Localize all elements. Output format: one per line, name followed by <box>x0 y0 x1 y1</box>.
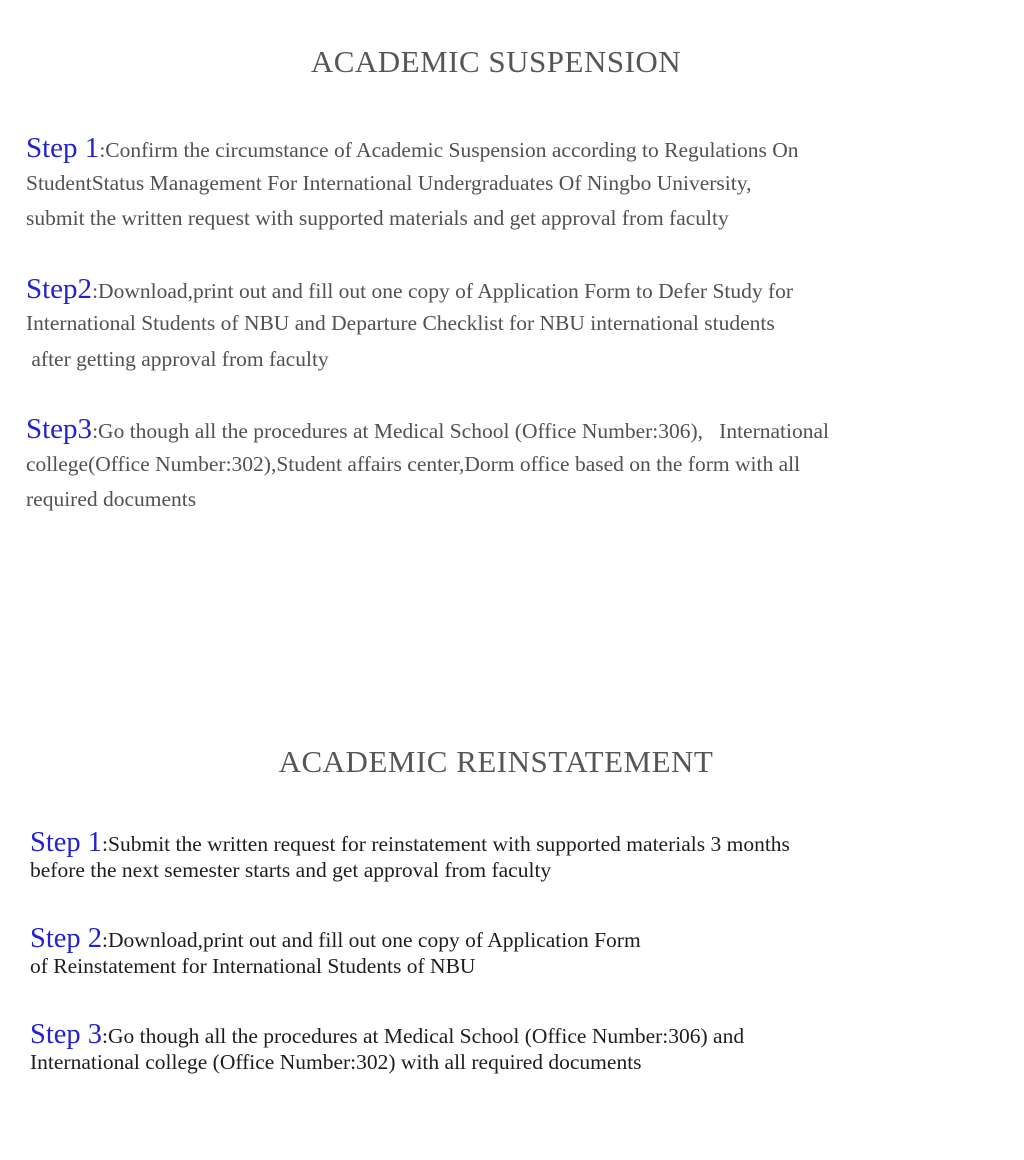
step-line: college(Office Number:302),Student affairs center,Dorm office based on the form with all <box>26 451 801 476</box>
step-line <box>30 826 1016 858</box>
step-text: :Go though all the procedures at Medical School (Office Number:306), International <box>92 419 830 443</box>
reinstatement-step-1 <box>30 826 1016 883</box>
step-1-label: Step 1 <box>30 826 103 858</box>
step-1-label: Step 1 <box>26 132 100 164</box>
suspension-step-3 <box>26 413 1016 516</box>
suspension-steps <box>0 132 1024 516</box>
step-text: :Submit the written request for reinstatement with supported materials 3 months <box>102 831 790 856</box>
step-line: International college (Office Number:302) with all required documents <box>30 1049 642 1074</box>
step-text: :Download,print out and fill out one copy of Application Form <box>102 927 641 952</box>
step-line <box>26 413 1016 448</box>
step-line <box>30 922 1016 954</box>
section-title-academic-reinstatement: ACADEMIC REINSTATEMENT <box>278 743 714 779</box>
section-academic-suspension <box>0 0 1024 516</box>
section-title-wrap <box>0 744 992 780</box>
reinstatement-step-3 <box>30 1018 1016 1075</box>
step-text: :Go though all the procedures at Medical School (Office Number:306) and <box>102 1023 745 1048</box>
section-title-wrap <box>0 0 992 80</box>
step-text: :Confirm the circumstance of Academic Suspension according to Regulations On <box>99 138 799 162</box>
step-text: :Download,print out and fill out one copy of Application Form to Defer Study for <box>92 278 794 303</box>
step-line: of Reinstatement for International Students of NBU <box>30 953 476 978</box>
step-3-label: Step 3 <box>30 1018 103 1050</box>
step-line <box>30 1018 1016 1050</box>
step-line: before the next semester starts and get approval from faculty <box>30 857 552 882</box>
reinstatement-steps <box>0 826 1024 1075</box>
suspension-step-1 <box>26 132 1016 235</box>
step-line <box>26 273 1016 308</box>
suspension-step-2 <box>26 273 1016 376</box>
step-line: submit the written request with supported materials and get approval from faculty <box>26 206 729 230</box>
step-2-label: Step 2 <box>30 922 103 954</box>
step-line: required documents <box>26 487 197 511</box>
reinstatement-step-2 <box>30 922 1016 979</box>
step-line: after getting approval from faculty <box>26 346 329 371</box>
section-title-academic-suspension: ACADEMIC SUSPENSION <box>310 44 682 79</box>
step-line: StudentStatus Management For International Undergraduates Of Ningbo University, <box>26 170 752 195</box>
step-line: International Students of NBU and Departure Checklist for NBU international students <box>26 311 775 335</box>
step-2-label: Step2 <box>26 272 93 305</box>
step-line <box>26 132 1016 167</box>
section-academic-reinstatement <box>0 744 1024 1075</box>
step-3-label: Step3 <box>26 413 93 445</box>
